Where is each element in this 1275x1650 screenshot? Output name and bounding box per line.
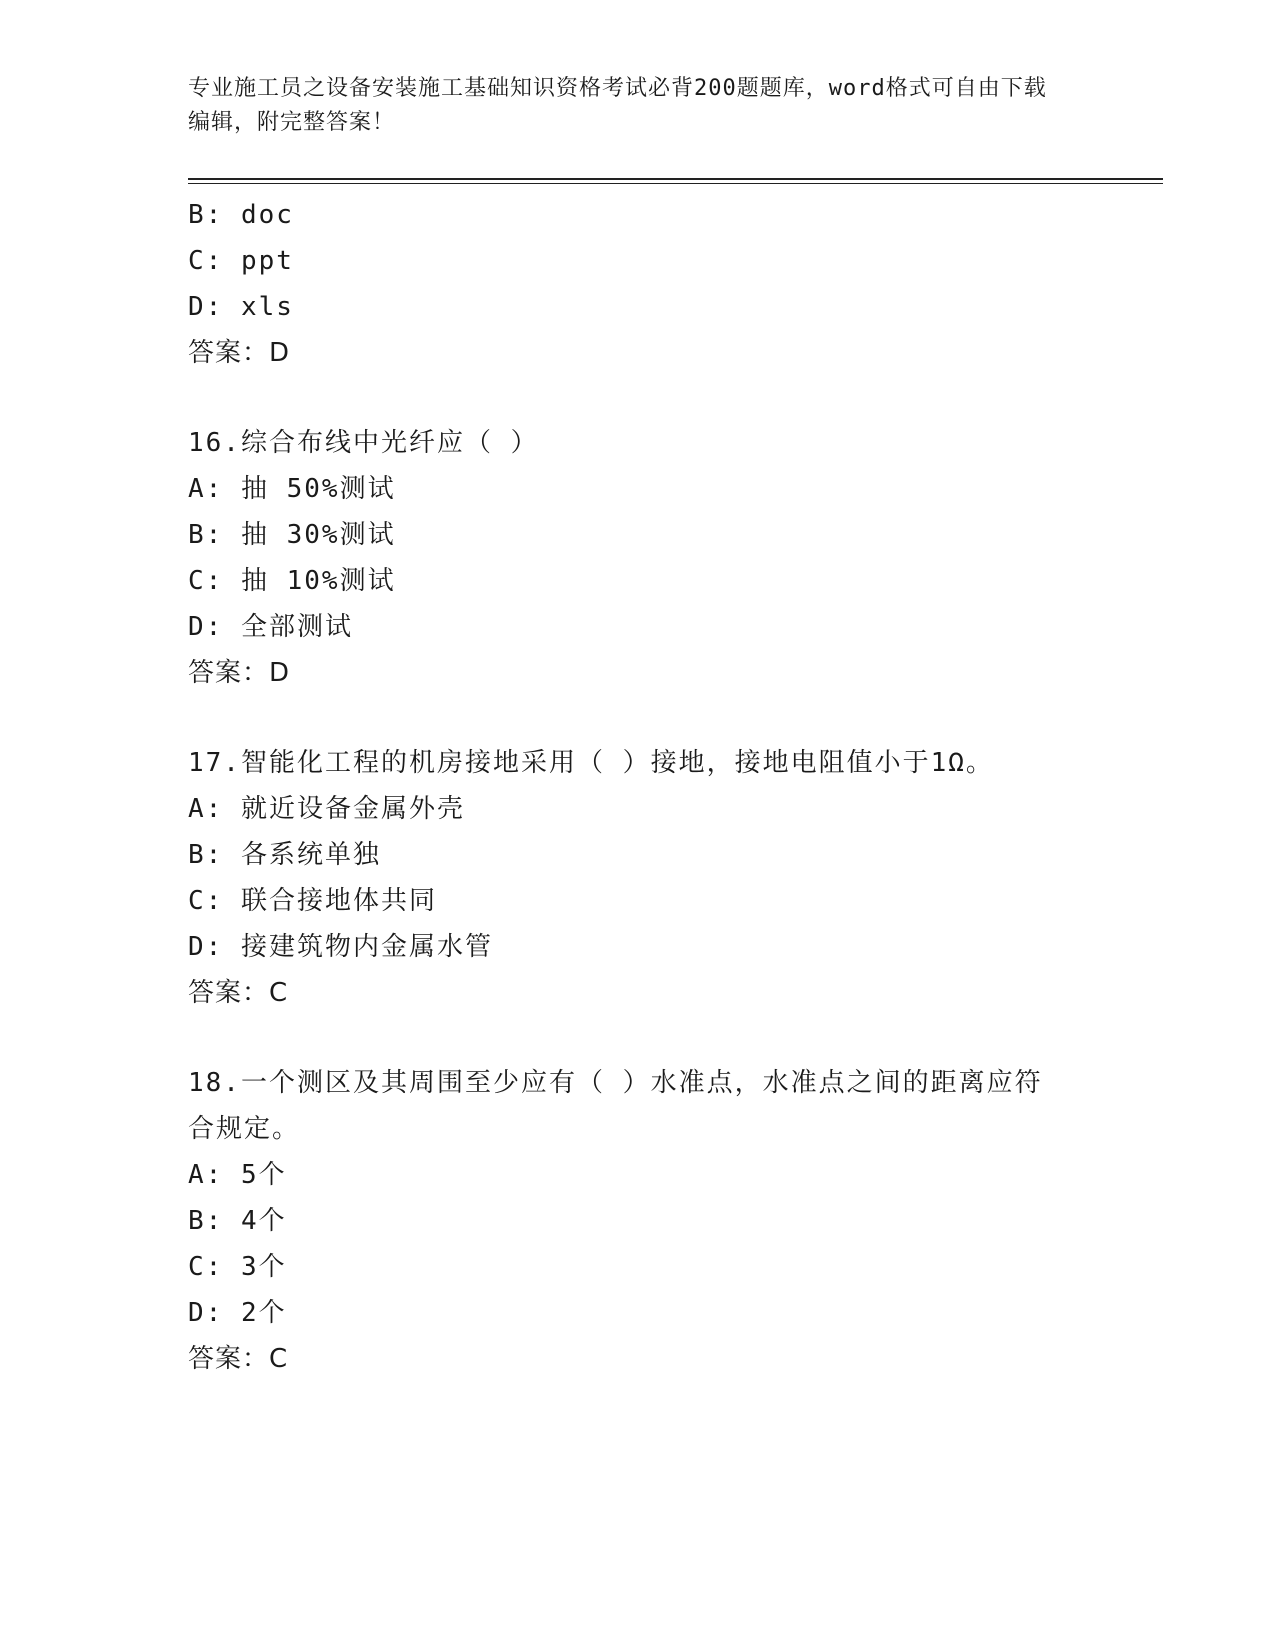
- header-divider-thick: [188, 178, 1163, 180]
- option-d: D: 全部测试: [188, 612, 353, 642]
- question-gap: [188, 696, 1068, 740]
- option-a: A: 5个: [188, 1160, 287, 1190]
- option-d: D: 接建筑物内金属水管: [188, 932, 493, 962]
- option-d: D: xls: [188, 292, 294, 322]
- option-a: A: 抽 50%测试: [188, 474, 396, 504]
- question-text: 18.一个测区及其周围至少应有（ ）水准点，水准点之间的距离应符合规定。: [188, 1068, 1043, 1144]
- option-a: A: 就近设备金属外壳: [188, 794, 465, 824]
- answer-line: 答案：D: [188, 338, 291, 368]
- answer-line: 答案：D: [188, 658, 291, 688]
- option-b: B: 抽 30%测试: [188, 520, 396, 550]
- answer-line: 答案：C: [188, 1344, 289, 1374]
- option-b: B: 4个: [188, 1206, 287, 1236]
- option-b: B: doc: [188, 200, 294, 230]
- question-list: [188, 192, 1068, 1382]
- question-block-18: [188, 1060, 1068, 1382]
- option-c: C: 抽 10%测试: [188, 566, 396, 596]
- question-block-17: [188, 740, 1068, 1016]
- option-b: B: 各系统单独: [188, 840, 381, 870]
- question-text: 16.综合布线中光纤应（ ）: [188, 428, 539, 458]
- question-gap: [188, 1016, 1068, 1060]
- option-c: C: 联合接地体共同: [188, 886, 437, 916]
- question-gap: [188, 376, 1068, 420]
- option-c: C: 3个: [188, 1252, 287, 1282]
- answer-line: 答案：C: [188, 978, 289, 1008]
- option-c: C: ppt: [188, 246, 294, 276]
- document-header: 专业施工员之设备安装施工基础知识资格考试必背200题题库，word格式可自由下载编辑，附完整答案！: [188, 76, 1047, 135]
- question-block-15-tail: [188, 192, 1068, 376]
- header-divider-thin: [188, 183, 1163, 184]
- question-text: 17.智能化工程的机房接地采用（ ）接地，接地电阻值小于1Ω。: [188, 748, 994, 778]
- question-block-16: [188, 420, 1068, 696]
- option-d: D: 2个: [188, 1298, 287, 1328]
